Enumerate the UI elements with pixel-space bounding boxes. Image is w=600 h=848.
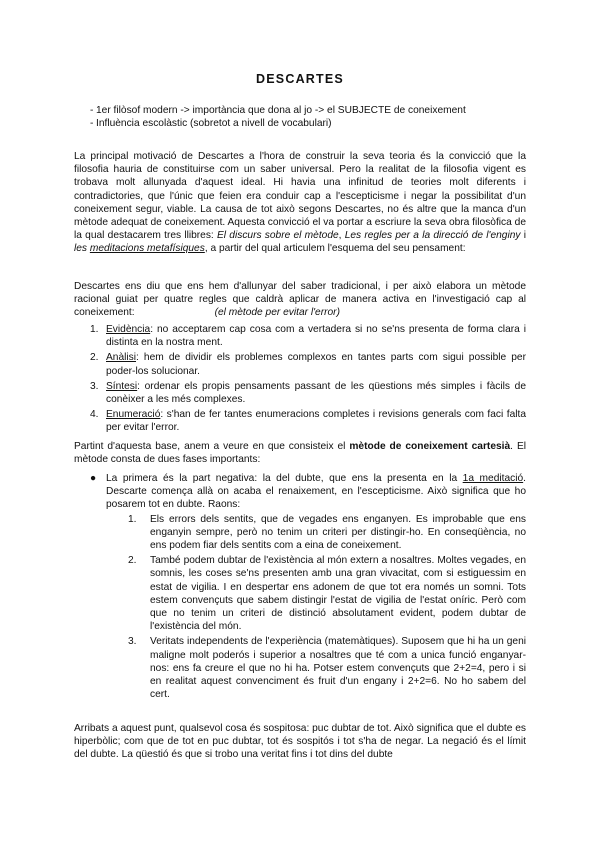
rule-term: Síntesi	[106, 380, 138, 392]
rule-term: Enumeració	[106, 409, 161, 421]
separator: i	[520, 230, 526, 242]
reason-text: Veritats independents de l'experiència (matemàtiques). Suposem que hi ha un geni maligne molt poderós i superior a nosaltres que té com a unica funció enganyar-nos: ens fa creure el que no hi ha. Potser estem convençuts que 2+2=4, pero i si en realitat aquest convenciment és fruit d'un engany i 2+2=6. No ho sabem del cert.	[150, 636, 526, 701]
rule-text: : ordenar els propis pensaments passant de les qüestions més simples i fàcils de conèixer a les més complexes.	[106, 380, 526, 406]
meditation-link: 1a meditació	[462, 473, 524, 484]
separator: ,	[338, 230, 345, 242]
phase-text: La primera és la part negativa: la del dubte, que ens la presenta en la	[106, 473, 463, 484]
rule-term: Anàlisi	[106, 352, 137, 364]
book-title-meditacions: meditacions metafísiques	[89, 243, 205, 255]
rule-item	[74, 323, 526, 349]
bold-term: mètode de coneixement cartesià	[349, 441, 511, 452]
reason-text: També podem dubtar de l'existència al món extern a nosaltres. Moltes vegades, en somnis, les coses se'ns presenten amb una gran vivacitat, com si estiguessim en estat de vigilia. I en despertar ens adonem de que tot era només un somni. Tots estem convençuts que sabem distingir l'estat de vigilia de l'estat oníric. Però com que no tenim un criteri de distinció absolutament evident, podem dubtar de l'existència del món.	[150, 555, 526, 633]
intro-item: - Influència escolàstic (sobretot a nivell de vocabulari)	[74, 117, 526, 130]
method-note: (el mètode per evitar l'error)	[214, 307, 340, 319]
reason-number: 3.	[128, 636, 137, 648]
rule-number: 3.	[90, 380, 99, 392]
reason-number: 1.	[128, 513, 137, 525]
rule-number: 2.	[90, 352, 99, 364]
rules-list	[74, 323, 526, 435]
paragraph-method	[74, 280, 526, 320]
phase-text-end: . Descarte comença allà on acaba el renaixement, en l'escepticisme. Això significa que ho posarem tot en dubte. Raons:	[106, 473, 526, 511]
rule-term: Evidència	[106, 324, 151, 335]
paragraph-text: La principal motivació de Descartes a l'hora de construir la seva teoria és la convicció que la filosofia hauria de constituirse com un saber universal. Pero la realitat de la filosofia vigent es trobava molt allunyada d'aquest ideal. Hi havia una infinitud de teories molt diferents i contradictories, que l'únic que feien era conduir cap a l'escepticisme i negar la possibilitat d'un coneixement segur, viable. La causa de tot això segons Descartes, no és altre que la manca d'un mètode adequat de coneixement. Aquesta convicció el va portar a escriure la seva obra filosòfica de la qual destacarem tres llibres:	[74, 151, 526, 242]
intro-item: - 1er filòsof modern -> importància que dona al jo -> el SUBJECTE de coneixement	[74, 104, 526, 117]
rule-item	[74, 408, 526, 434]
rule-text: : hem de dividir els problemes complexos en tantes parts com sigui possible per poder-los solucionar.	[106, 352, 526, 377]
phase-item	[74, 472, 526, 701]
page-title: DESCARTES	[256, 72, 344, 86]
reason-item	[74, 513, 526, 553]
intro-list	[74, 104, 526, 130]
paragraph-motivation	[74, 150, 526, 256]
paragraph-text: Partint d'aquesta base, anem a veure en que consisteix el	[74, 441, 350, 452]
book-title-regles: Les regles per a la direcció de l'enginy	[344, 230, 521, 242]
reason-item	[74, 635, 526, 701]
bullet-icon: ●	[90, 473, 97, 484]
reason-text: Els errors dels sentits, que de vegades ens enganyen. Es improbable que ens enganyin sempre, però no tenim un criteri per distingir-ho. En conseqüència, no ens podem fiar dels sentits com a eina de coneixement.	[150, 513, 526, 552]
book-title-prefix: les	[74, 243, 90, 255]
paragraph-end: . El mètode consta de dues fases importants:	[74, 441, 526, 466]
reason-number: 2.	[128, 555, 137, 567]
rule-number: 1.	[90, 324, 99, 335]
rule-text: : s'han de fer tantes enumeracions completes i revisions generals com faci falta per evitar l'error.	[106, 409, 526, 434]
paragraph-text: Descartes ens diu que ens hem d'allunyar del saber tradicional, i per això elabora un mètode racional guiat per quatre regles que caldrà aplicar de manera activa en l'investigació cap al coneixement:	[74, 281, 526, 319]
rule-text: : no acceptarem cap cosa com a vertadera si no se'ns presenta de forma clara i distinta en la nostra ment.	[106, 324, 526, 349]
phase-list	[74, 472, 526, 701]
rule-item	[74, 380, 526, 406]
paragraph-cartesian	[74, 440, 526, 466]
paragraph-end: , a partir del qual articulem l'esquema del seu pensament:	[204, 243, 466, 255]
rule-number: 4.	[90, 409, 99, 421]
paragraph-doubt: Arribats a aquest punt, qualsevol cosa és sospitosa: puc dubtar de tot. Això significa que el dubte es hiperbòlic; com que de tot en puc dubtar, tot és sospitós i tot s'ha de negar. La negació és el límit del dubte. La qüestió és que si trobo una veritat fins i tot dins del dubte	[74, 723, 526, 761]
reason-item	[74, 554, 526, 633]
book-title-discurs: El discurs sobre el mètode	[217, 230, 339, 242]
rule-item	[74, 351, 526, 377]
